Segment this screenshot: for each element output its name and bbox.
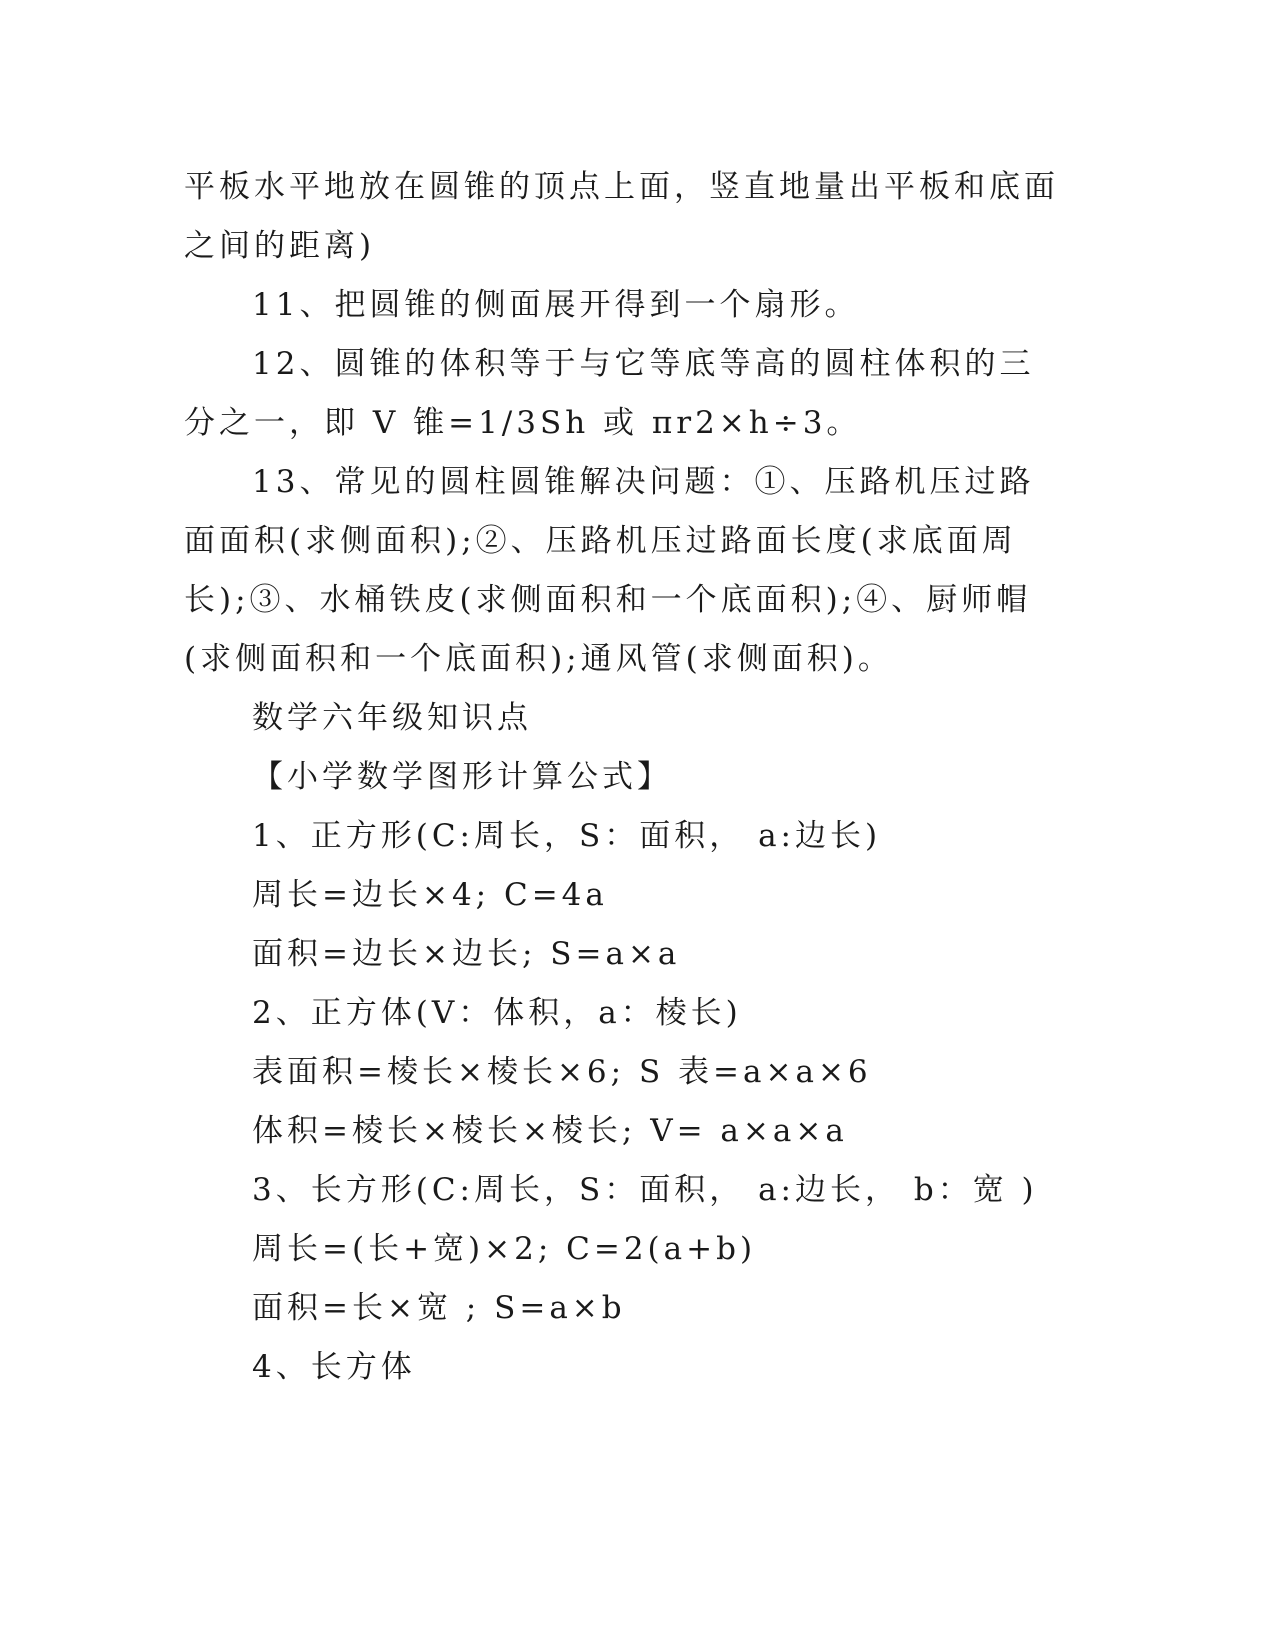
cuboid-heading: 4、长方体 bbox=[252, 1349, 416, 1385]
cube-surface-area: 表面积=棱长×棱长×6; S 表=a×a×6 bbox=[252, 1054, 872, 1090]
rectangle-area: 面积=长×宽 ; S=a×b bbox=[252, 1290, 626, 1326]
paragraph-cylinder-problems: 13、常见的圆柱圆锥解决问题：①、压路机压过路面面积(求侧面积);②、压路机压过路面长度(求底面周长);③、水桶铁皮(求侧面积和一个底面积);④、厨师帽(求侧面积和一个底面积);通风管(求侧面积)。 bbox=[184, 464, 1035, 677]
square-heading: 1、正方形(C:周长，S：面积， a:边长) bbox=[252, 818, 882, 854]
cube-volume: 体积=棱长×棱长×棱长; V= a×a×a bbox=[252, 1113, 848, 1149]
paragraph-cone-height: 平板水平地放在圆锥的顶点上面，竖直地量出平板和底面之间的距离) bbox=[184, 169, 1059, 264]
formula-title: 【小学数学图形计算公式】 bbox=[252, 759, 672, 795]
rectangle-heading: 3、长方形(C:周长，S：面积， a:边长， b：宽 ) bbox=[252, 1172, 1038, 1208]
square-area: 面积=边长×边长; S=a×a bbox=[252, 936, 681, 972]
paragraph-cone-volume: 12、圆锥的体积等于与它等底等高的圆柱体积的三分之一，即 V 锥=1/3Sh 或 πr2×h÷3。 bbox=[184, 346, 1035, 441]
cube-heading: 2、正方体(V：体积，a：棱长) bbox=[252, 995, 742, 1031]
rectangle-perimeter: 周长=(长+宽)×2; C=2(a+b) bbox=[252, 1231, 757, 1267]
section-heading: 数学六年级知识点 bbox=[252, 700, 532, 736]
square-perimeter: 周长=边长×4; C=4a bbox=[252, 877, 608, 913]
paragraph-cone-lateral: 11、把圆锥的侧面展开得到一个扇形。 bbox=[252, 287, 860, 323]
document-body bbox=[184, 158, 1064, 1397]
